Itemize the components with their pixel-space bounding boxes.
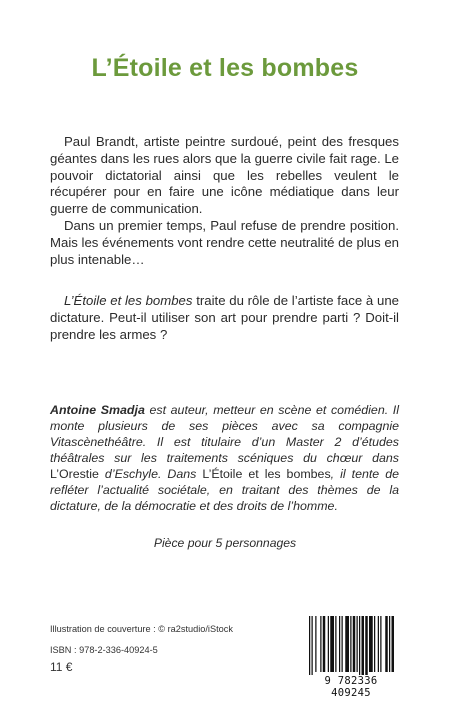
barcode-bars-icon <box>303 616 399 676</box>
bio-work-etoile: L’Étoile et les bombes <box>202 467 331 481</box>
price: 11 € <box>50 660 73 674</box>
bio-work-orestie: L’Orestie <box>50 467 99 481</box>
bio-text-1: est auteur, metteur en scène et comédien. Il monte plusieurs de ses pièces avec sa compagnie Vitascènethéâtre. Il est titulaire d’un Master 2 d’études théâtrales sur les traitements scéniques du chœur dans <box>50 403 399 465</box>
bio-text-3: , il tente de refléter l’actualité sociétale, en traitant des thèmes de la dictature, de la démocratie et des droits de l’homme. <box>50 467 399 513</box>
book-title: L’Étoile et les bombes <box>91 54 359 82</box>
summary-paragraph-3-text: traite du rôle de l’artiste face à une dictature. Peut-il utiliser son art pour prendre parti ? Doit-il prendre les armes ? <box>50 293 399 342</box>
author-bio <box>50 402 399 514</box>
barcode-digits: 9 782336 409245 <box>303 675 399 699</box>
author-name: Antoine Smadja <box>50 403 145 417</box>
summary-paragraph-1: Paul Brandt, artiste peintre surdoué, peint des fresques géantes dans les rues alors que la guerre civile fait rage. Le pouvoir dictatorial ainsi que les rebelles veulent le récupérer pour en faire une icône médiatique dans leur guerre de communication. <box>50 134 399 217</box>
summary-paragraph-3 <box>50 293 399 343</box>
cast-note: Pièce pour 5 personnages <box>153 536 297 550</box>
summary-book-title: L’Étoile et les bombes <box>64 293 193 308</box>
bio-text-2: d’Eschyle. Dans <box>98 467 203 481</box>
illustration-credit: Illustration de couverture : © ra2studio/iStock <box>50 624 233 634</box>
isbn: ISBN : 978-2-336-40924-5 <box>50 645 158 655</box>
summary-paragraph-2: Dans un premier temps, Paul refuse de prendre position. Mais les événements vont rendre cette neutralité de plus en plus intenable… <box>50 218 399 267</box>
